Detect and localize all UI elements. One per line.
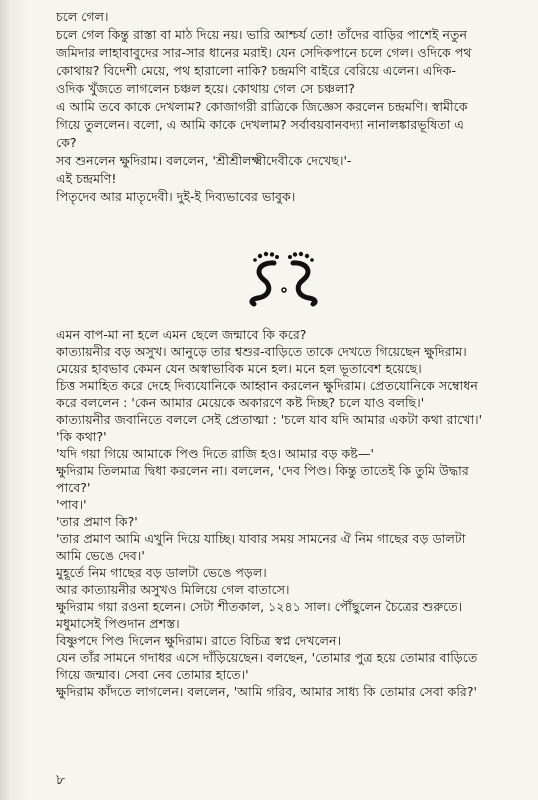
page-number: ৮	[56, 772, 66, 788]
text-line: ক্ষুদিরাম গয়া রওনা হলেন। সেটা শীতকাল, ১২৪১ সাল। পৌঁছুলেন চৈত্রের শুরুতে।	[56, 599, 463, 614]
top-paragraph-block	[56, 8, 526, 206]
text-line: 'কি কথা?'	[56, 429, 107, 444]
text-line: কে?	[56, 135, 77, 150]
text-line: কোথায়? বিদেশী মেয়ে, পথ হারালো নাকি? চন্দ্রমণি বাইরে বেরিয়ে এলেন। এদিক-	[56, 63, 457, 78]
text-line: বিষ্ণুপদে পিণ্ড দিলেন ক্ষুদিরাম। রাতে বিচিত্র স্বপ্ন দেখলেন।	[56, 633, 342, 648]
text-line: পাবে?'	[56, 480, 91, 495]
text-line: ক্ষুদিরাম তিলমাত্র দ্বিধা করলেন না। বললেন, 'দেব পিণ্ড। কিন্তু তাতেই কি তুমি উদ্ধার	[56, 463, 469, 478]
text-line: জমিদার লাহাবাবুদের সার-সার ধানের মরাই। যেন সেদিকপানে চলে গেল। ওদিকে পথ	[56, 45, 472, 60]
text-line: ওদিক খুঁজতে লাগলেন চঞ্চল হয়ে। কোথায় গেল সে চঞ্চলা?	[56, 81, 355, 96]
text-line: পিতৃদেব আর মাতৃদেবী। দুই-ই দিব্যভাবের ভাবুক।	[56, 189, 296, 204]
lakshmi-footprints-icon	[240, 250, 330, 310]
text-line: 'তার প্রমাণ আমি এখুনি দিয়ে যাচ্ছি। যাবার সময় সামনের ঐ নিম গাছের বড় ডালটা	[56, 531, 466, 546]
text-line: চলে গেল কিন্তু রাস্তা বা মাঠ দিয়ে নয়। ভারি আশ্চর্য তো! তাঁদের বাড়ির পাশেই নতুন	[56, 27, 467, 42]
text-line: সব শুনলেন ক্ষুদিরাম। বললেন, 'শ্রীশ্রীলক্ষ্মীদেবীকে দেখেছ।'-	[56, 153, 352, 168]
text-line: চিত্ত সমাহিত করে দেহে দিব্যযোনিকে আহ্বান করলেন ক্ষুদিরাম। প্রেতযোনিকে সম্বোধন	[56, 378, 478, 393]
bottom-paragraph-block	[56, 326, 526, 700]
text-line: আর কাত্যায়নীর অসুখও মিলিয়ে গেল বাতাসে।	[56, 582, 290, 597]
text-line: গিয়ে জন্মাব। সেবা নেব তোমার হাতে।'	[56, 667, 249, 682]
text-line: 'তার প্রমাণ কি?'	[56, 514, 138, 529]
text-line: এ আমি তবে কাকে দেখলাম? কোজাগরী রাত্রিকে জিজ্ঞেস করলেন চন্দ্রমণি। স্বামীকে	[56, 99, 468, 114]
text-line: 'যদি গয়া গিয়ে আমাকে পিণ্ড দিতে রাজি হও। আমার বড় কষ্ট—'	[56, 446, 374, 461]
text-line: চলে গেল।	[56, 9, 109, 24]
text-line: মেয়ের হাবভাব কেমন যেন অস্বাভাবিক মনে হল। মনে হল ভূতাবেশ হয়েছে।	[56, 361, 422, 376]
text-line: ক্ষুদিরাম কাঁদতে লাগলেন। বললেন, 'আমি গরিব, আমার সাধ্য কি তোমার সেবা করি?'	[56, 684, 477, 699]
text-line: মধুমাসেই পিণ্ডদান প্রশস্ত।	[56, 616, 180, 631]
text-line: মুহূর্তে নিম গাছের বড় ডালটা ভেঙে পড়ল।	[56, 565, 267, 580]
text-line: এই চন্দ্রমণি!	[56, 171, 117, 186]
text-line: কাত্যায়নীর বড় অসুখ। আনুড়ে তার শ্বশুর-বাড়িতে তাকে দেখতে গিয়েছেন ক্ষুদিরাম।	[56, 344, 467, 359]
text-line: আমি ভেঙে দেব।'	[56, 548, 145, 563]
text-line: গিয়ে তুললেন। বলো, এ আমি কাকে দেখলাম? সর্বাবয়বানবদ্যা নানালঙ্কারভূষিতা এ	[56, 117, 464, 132]
text-line: এমন বাপ-মা না হলে এমন ছেলে জন্মাবে কি করে?	[56, 327, 307, 342]
text-line: 'পাব।'	[56, 497, 87, 512]
text-line: করে বললেন : 'কেন আমার মেয়েকে অকারণে কষ্ট দিচ্ছ? চলে যাও বলছি।'	[56, 395, 425, 410]
text-line: কাত্যায়নীর জবানিতে বললে সেই প্রেতাত্মা : 'চলে যাব যদি আমার একটা কথা রাখো।'	[56, 412, 483, 427]
text-line: যেন তাঁর সামনে গদাধর এসে দাঁড়িয়েছেন। বলছেন, 'তোমার পুত্র হয়ে তোমার বাড়িতে	[56, 650, 478, 665]
